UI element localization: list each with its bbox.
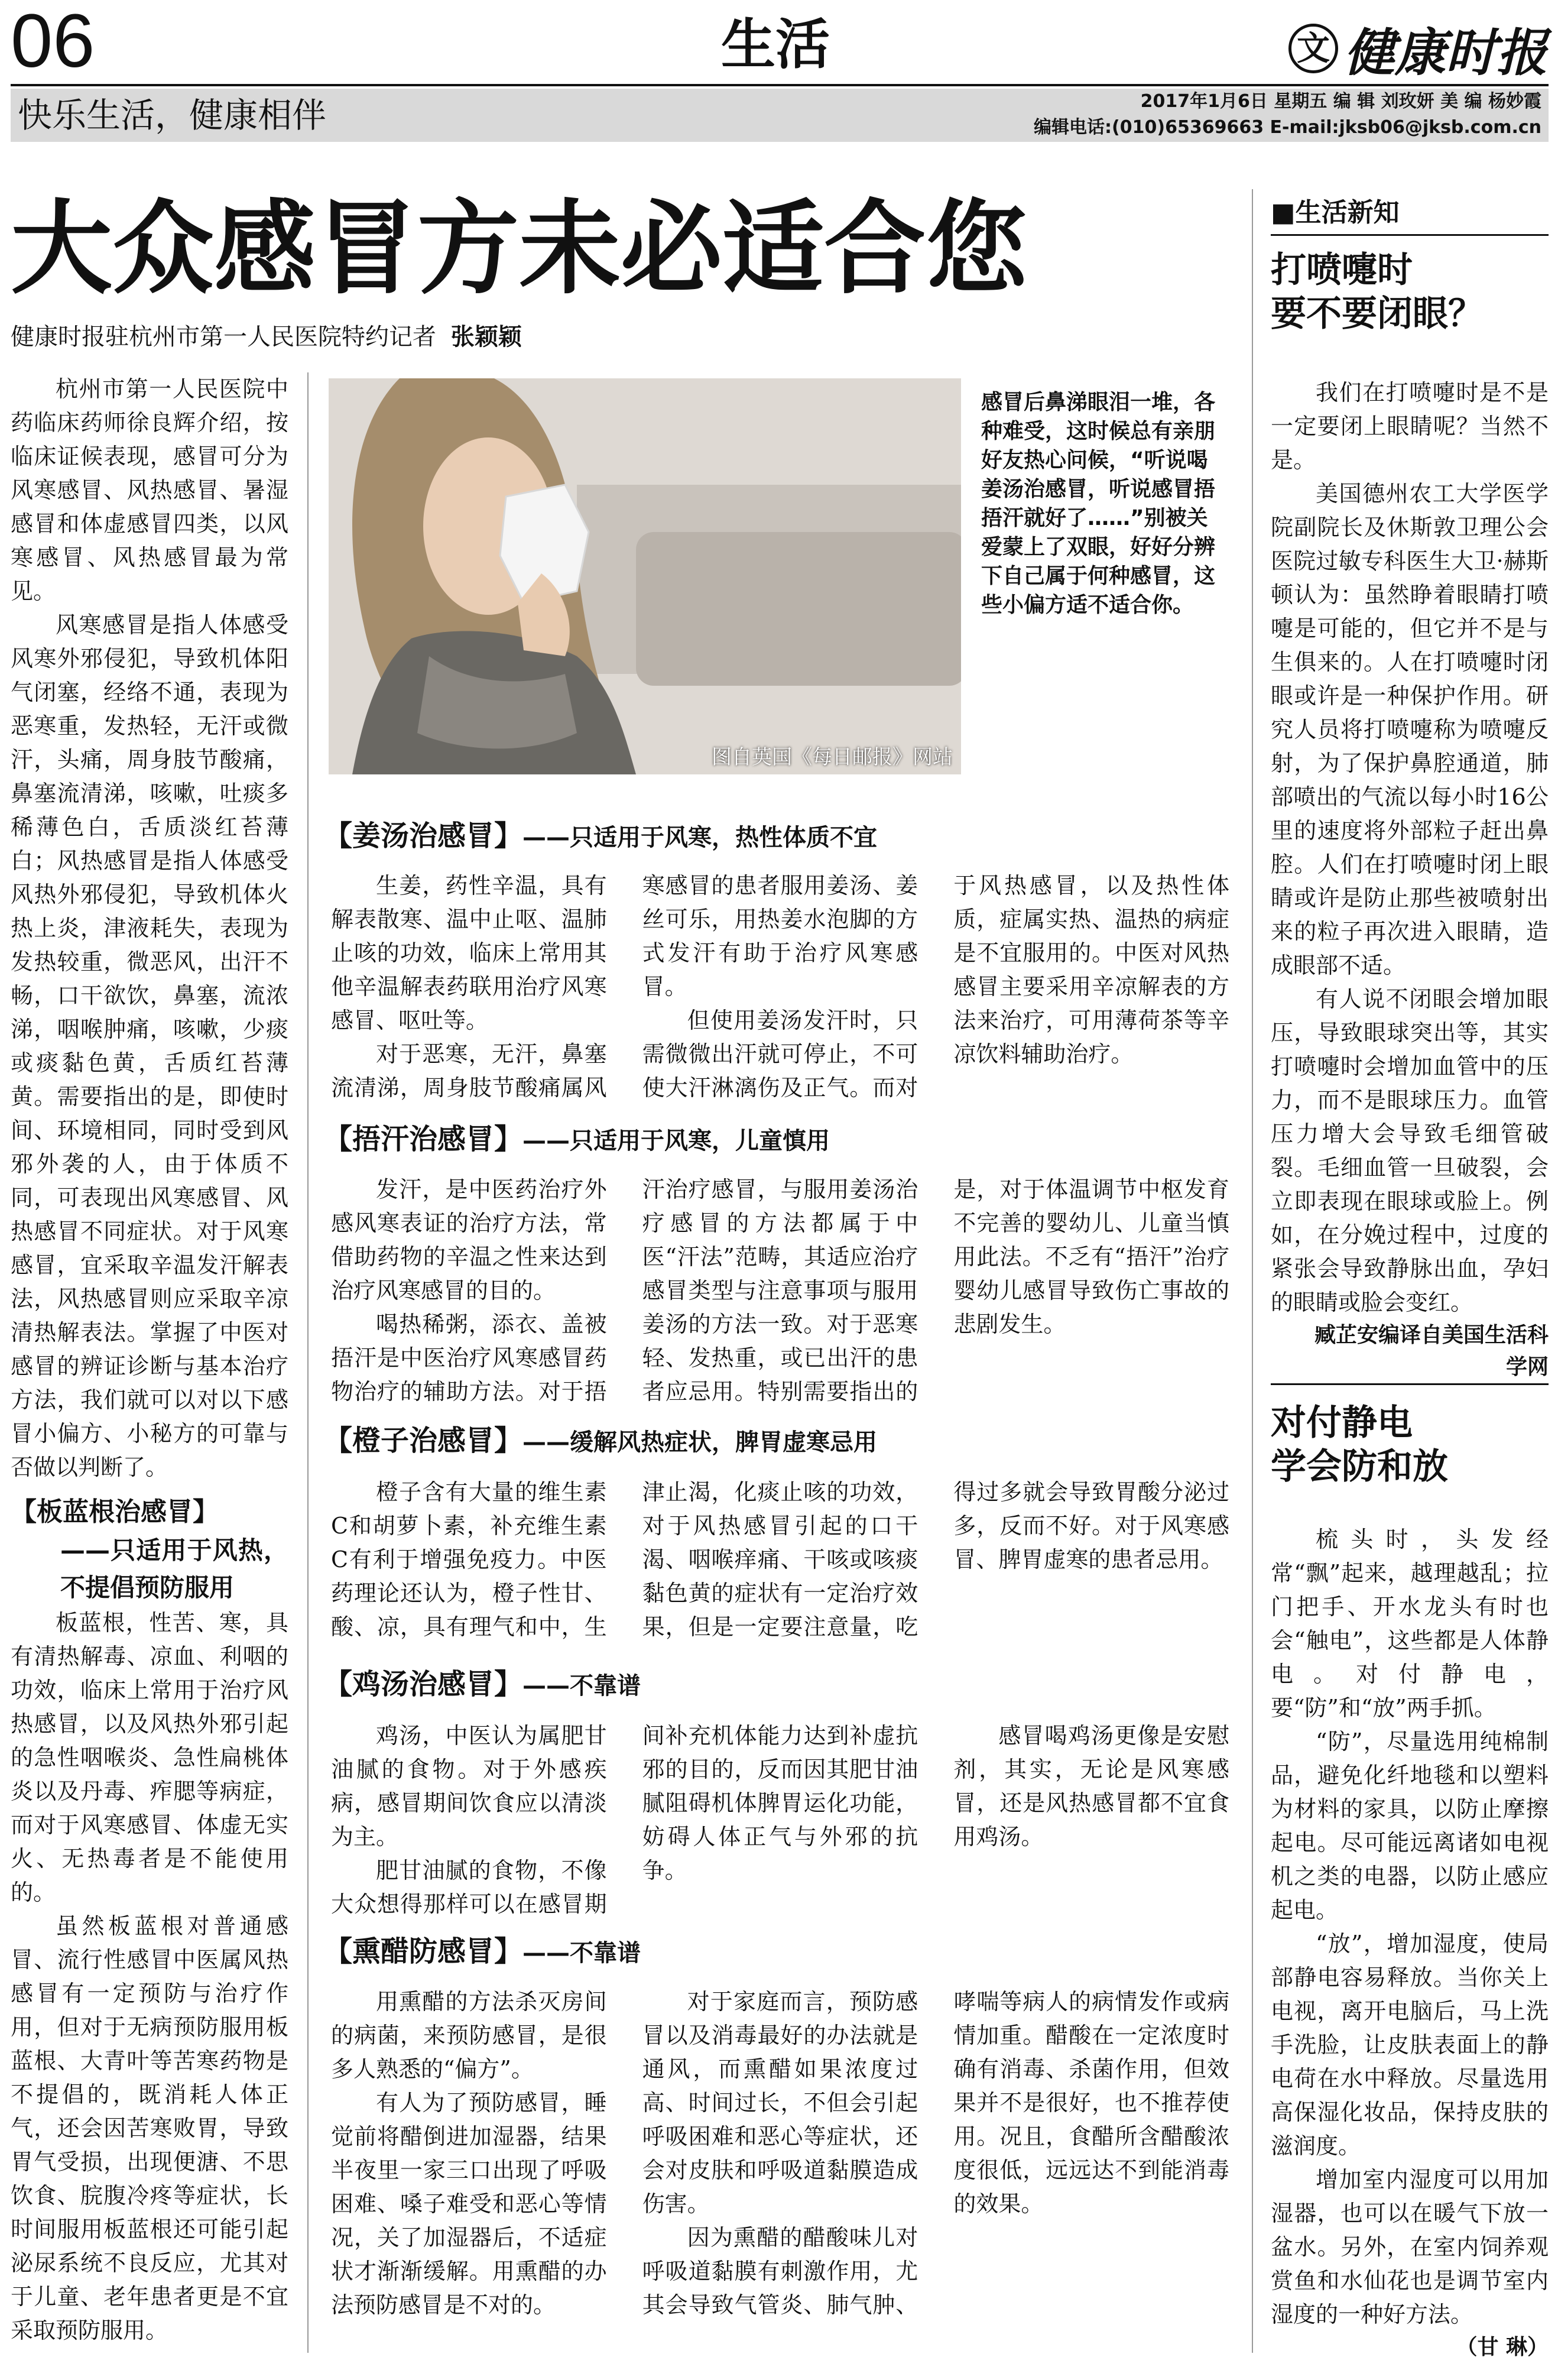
static-body xyxy=(1271,1523,1549,2363)
banlangen-subheading: ——只适用于风热，不提倡预防服用 xyxy=(60,1536,288,1602)
section-paragraph: 肥甘油腻的食物，不像大众想得那样可以在感冒期间补充机体能力达到补虚抗邪的目的，反而因其肥甘油腻阻碍机体脾胃运化功能，妨碍人体正气与外邪的抗争。 xyxy=(331,1723,918,1917)
paper-name: 健康时报 xyxy=(1344,23,1547,83)
static-title-line1: 对付静电 xyxy=(1271,1402,1413,1444)
section-subtitle: ——缓解风热症状，脾胃虚寒忌用 xyxy=(522,1429,878,1456)
byline-name: 张颖颖 xyxy=(450,323,522,351)
static-paragraph: 增加室内湿度可以用加湿器，也可以在暖气下放一盆水。另外，在室内饲养观赏鱼和水仙花也是调节室内湿度的一种好方法。 xyxy=(1271,2167,1549,2327)
banlangen-paragraph: 板蓝根，性苦、寒，具有清热解毒、凉血、利咽的功效，临床上常用于治疗风热感冒，以及风热外邪引起的急性咽喉炎、急性扁桃体炎以及丹毒、痄腮等病症，而对于风寒感冒、体虚无实火、无热毒者是不能使用的。 xyxy=(11,1610,288,1905)
section-title: 【鸡汤治感冒】 xyxy=(324,1668,523,1701)
article-photo xyxy=(329,378,961,774)
sneeze-title xyxy=(1271,248,1484,336)
woman-sneezing-illustration xyxy=(329,378,961,774)
section-vinegar-body xyxy=(331,1985,1229,2322)
section-ginger-heading xyxy=(324,813,877,854)
section-paragraph: 因为熏醋的醋酸味儿对呼吸道黏膜有刺激作用，尤其会导致气管炎、肺气肿、哮喘等病人的病情发作或病情加重。醋酸在一定浓度时确有消毒、杀菌作用，但效果并不是很好，也不推荐使用。况且，食醋所含醋酸浓度很低，远远达不到能消毒的效果。 xyxy=(642,1989,1229,2318)
section-subtitle: ——不靠谱 xyxy=(522,1940,641,1967)
section-title: 【捂汗治感冒】 xyxy=(324,1123,523,1156)
section-orange-body xyxy=(331,1476,1229,1644)
section-subtitle: ——不靠谱 xyxy=(522,1672,641,1700)
section-paragraph: 感冒喝鸡汤更像是安慰剂，其实，无论是风寒感冒，还是风热感冒都不宜食用鸡汤。 xyxy=(953,1723,1229,1850)
section-paragraph: 有人为了预防感冒，睡觉前将醋倒进加湿器，结果半夜里一家三口出现了呼吸困难、嗓子难受和恶心等情况，关了加湿器后，不适症状才渐渐缓解。用熏醋的办法预防感冒是不对的。 xyxy=(331,2090,607,2318)
photo-credit: 图自英国《每日邮报》网站 xyxy=(712,745,953,769)
section-paragraph: 喝热稀粥，添衣、盖被捂汗是中医治疗风寒感冒药物治疗的辅助方法。对于捂汗治疗感冒，与服用姜汤治疗感冒的方法都属于中医“汗法”范畴，其适应治疗感冒类型与注意事项与服用姜汤的方法一致。对于恶寒轻、发热重，或已出汗的患者应忌用。特别需要指出的是，对于体温调节中枢发育不完善的婴幼儿、儿童当慎用此法。不乏有“捂汗”治疗婴幼儿感冒导致伤亡事故的悲剧发生。 xyxy=(331,1176,1229,1405)
column-divider xyxy=(307,372,309,2353)
static-author: （甘 琳） xyxy=(1456,2335,1549,2359)
sneeze-paragraph: 我们在打喷嚏时是不是一定要闭上眼睛呢？当然不是。 xyxy=(1271,380,1549,473)
sidebar-column-label: ■生活新知 xyxy=(1271,197,1400,228)
section-orange-heading xyxy=(324,1418,877,1458)
byline xyxy=(11,319,522,355)
contact-line: 编辑电话:(010)65369663 E-mail:jksb06@jksb.com.cn xyxy=(1034,117,1541,138)
static-paragraph: 梳头时，头发经常“飘”起来，越理越乱；拉门把手、开水龙头有时也会“触电”，这些都是人体静电。对付静电，要“防”和“放”两手抓。 xyxy=(1271,1526,1549,1721)
article-title: 大众感冒方未必适合您 xyxy=(11,188,1027,308)
static-paragraph: “防”，尽量选用纯棉制品，避免化纤地毯和以塑料为材料的家具，以防止摩擦起电。尽可能远离诸如电视机之类的电器，以防止感应起电。 xyxy=(1271,1729,1549,1923)
sidebar-divider xyxy=(1252,189,1253,2353)
section-paragraph: 橙子含有大量的维生素C和胡萝卜素，补充维生素C有利于增强免疫力。中医药理论还认为，橙子性甘、酸、凉，具有理气和中，生津止渴，化痰止咳的功效，对于风热感冒引起的口干渴、咽喉痒痛、干咳或咳痰黏色黄的症状有一定治疗效果，但是一定要注意量，吃得过多就会导致胃酸分泌过多，反而不好。对于风寒感冒、脾胃虚寒的患者忌用。 xyxy=(331,1479,1229,1640)
sidebar-label-rule xyxy=(1271,234,1549,236)
section-paragraph: 对于家庭而言，预防感冒以及消毒最好的办法就是通风，而熏醋如果浓度过高、时间过长，不但会引起呼吸困难和恶心等症状，还会对皮肤和呼吸道黏膜造成伤害。 xyxy=(642,1989,918,2217)
section-title: 【姜汤治感冒】 xyxy=(324,819,523,852)
sneeze-author: 臧芷安编译自美国生活科学网 xyxy=(1314,1323,1549,1379)
section-title: 【橙子治感冒】 xyxy=(324,1424,523,1457)
page-number: 06 xyxy=(11,0,95,83)
banlangen-heading: 【板蓝根治感冒】 xyxy=(11,1497,219,1527)
byline-prefix: 健康时报驻杭州市第一人民医院特约记者 xyxy=(11,323,436,351)
section-vinegar-heading xyxy=(324,1928,641,1969)
section-sweat-heading xyxy=(324,1116,830,1157)
section-sweat-body xyxy=(331,1173,1229,1409)
sneeze-paragraph: 有人说不闭眼会增加眼压，导致眼球突出等，其实打喷嚏时会增加血管中的压力，而不是眼球压力。血管压力增大会导致毛细管破裂。毛细血管一旦破裂，会立即表现在眼球或脸上。例如，在分娩过程中，过度的紧张会导致静脉出血，孕妇的眼睛或脸会变红。 xyxy=(1271,986,1549,1315)
section-paragraph: 发汗，是中医药治疗外感风寒表证的治疗方法，常借助药物的辛温之性来达到治疗风寒感冒的目的。 xyxy=(331,1176,607,1304)
section-paragraph: 用熏醋的方法杀灭房间的病菌，来预防感冒，是很多人熟悉的“偏方”。 xyxy=(331,1989,607,2082)
banlangen-paragraph: 虽然板蓝根对普通感冒、流行性感冒中医属风热感冒有一定预防与治疗作用，但对于无病预防服用板蓝根、大青叶等苦寒药物是不提倡的，既消耗人体正气，还会因苦寒败胃，导致胃气受损，出现便溏、不思饮食、脘腹冷疼等症状，长时间服用板蓝根还可能引起泌尿系统不良反应，尤其对于儿童、老年患者更是不宜采取预防服用。 xyxy=(11,1913,288,2343)
static-title xyxy=(1271,1401,1448,1489)
slogan-bar xyxy=(11,89,1549,142)
section-paragraph: 鸡汤，中医认为属肥甘油腻的食物。对于外感疾病，感冒期间饮食应以清淡为主。 xyxy=(331,1723,607,1850)
logo-mark: 文 xyxy=(1288,24,1338,73)
left-paragraph: 杭州市第一人民医院中药临床药师徐良辉介绍，按临床证候表现，感冒可分为风寒感冒、风热感冒、暑湿感冒和体虚感冒四类，以风寒感冒、风热感冒最为常见。 xyxy=(11,376,288,604)
date-line: 2017年1月6日 星期五 编 辑 刘玫妍 美 编 杨妙霞 xyxy=(1140,91,1541,112)
section-soup-body xyxy=(331,1719,1229,1921)
section-soup-heading xyxy=(324,1661,641,1702)
masthead-rule xyxy=(11,84,1549,86)
section-paragraph: 对于恶寒，无汗，鼻塞流清涕，周身肢节酸痛属风寒感冒的患者服用姜汤、姜丝可乐，用热姜水泡脚的方式发汗有助于治疗风寒感冒。 xyxy=(331,873,918,1101)
slogan: 快乐生活，健康相伴 xyxy=(18,95,327,135)
section-subtitle: ——只适用于风寒，热性体质不宜 xyxy=(522,824,878,851)
sneeze-title-line1: 打喷嚏时 xyxy=(1271,249,1413,291)
static-paragraph: “放”，增加湿度，使局部静电容易释放。当你关上电视，离开电脑后，马上洗手洗脸，让皮肤表面上的静电荷在水中释放。尽量选用高保湿化妆品，保持皮肤的滋润度。 xyxy=(1271,1931,1549,2159)
section-paragraph: 生姜，药性辛温，具有解表散寒、温中止呕、温肺止咳的功效，临床上常用其他辛温解表药联用治疗风寒感冒、呕吐等。 xyxy=(331,873,607,1033)
section-subtitle: ——只适用于风寒，儿童慎用 xyxy=(522,1127,830,1155)
section-paragraph: 但使用姜汤发汗时，只需微微出汗就可停止，不可使大汗淋漓伤及正气。而对于风热感冒，以及热性体质，症属实热、温热的病症是不宜服用的。中医对风热感冒主要采用辛凉解表的方法来治疗，可用薄荷茶等辛凉饮料辅助治疗。 xyxy=(642,873,1229,1101)
section-name: 生活 xyxy=(721,12,830,76)
article-intro: 感冒后鼻涕眼泪一堆，各种难受，这时候总有亲朋好友热心问候，“听说喝姜汤治感冒，听说感冒捂捂汗就好了……”别被关爱蒙上了双眼，好好分辨下自己属于何种感冒，这些小偏方适不适合你。 xyxy=(981,390,1216,617)
section-ginger-body xyxy=(331,869,1229,1105)
left-column xyxy=(11,372,288,2347)
left-paragraph: 风寒感冒是指人体感受风寒外邪侵犯，导致机体阳气闭塞，经络不通，表现为恶寒重，发热轻，无汗或微汗，头痛，周身肢节酸痛，鼻塞流清涕，咳嗽，吐痰多稀薄色白，舌质淡红苔薄白；风热感冒是指人体感受风热外邪侵犯，导致机体火热上炎，津液耗失，表现为发热较重，微恶风，出汗不畅，口干欲饮，鼻塞，流浓涕，咽喉肿痛，咳嗽，少痰或痰黏色黄，舌质红苔薄黄。需要指出的是，即使时间、环境相同，同时受到风邪外袭的人，由于体质不同，可表现出风寒感冒、风热感冒不同症状。对于风寒感冒，宜采取辛温发汗解表法，风热感冒则应采取辛凉清热解表法。掌握了中医对感冒的辨证诊断与基本治疗方法，我们就可以对以下感冒小偏方、小秘方的可靠与否做以判断了。 xyxy=(11,612,288,1480)
sneeze-paragraph: 美国德州农工大学医学院副院长及休斯敦卫理公会医院过敏专科医生大卫·赫斯顿认为：虽然睁着眼睛打喷嚏是可能的，但它并不是与生俱来的。人在打喷嚏时闭眼或许是一种保护作用。研究人员将打喷嚏称为喷嚏反射，为了保护鼻腔通道，肺部喷出的气流以每小时16公里的速度将外部粒子赶出鼻腔。人们在打喷嚏时闭上眼睛或许是防止那些被喷射出来的粒子再次进入眼睛，造成眼部不适。 xyxy=(1271,481,1549,978)
sidebar-section-rule xyxy=(1271,1383,1549,1385)
static-title-line2: 学会防和放 xyxy=(1271,1446,1448,1487)
newspaper-logo xyxy=(1288,12,1547,85)
section-title: 【熏醋防感冒】 xyxy=(324,1935,523,1968)
sneeze-title-line2: 要不要闭眼？ xyxy=(1271,293,1484,335)
sneeze-body xyxy=(1271,376,1549,1383)
